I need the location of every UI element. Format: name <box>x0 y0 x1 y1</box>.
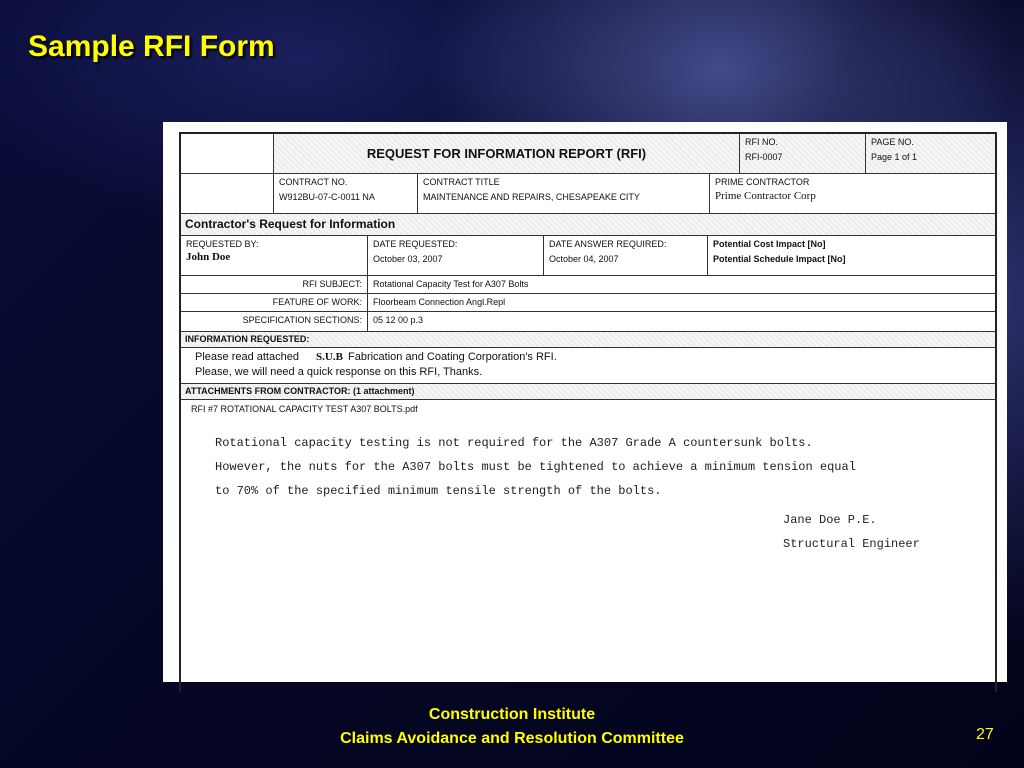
detail-value: Floorbeam Connection Angl.Repl <box>373 297 506 307</box>
contract-no-cell <box>273 174 417 213</box>
info-requested-body <box>181 348 995 384</box>
detail-value: Rotational Capacity Test for A307 Bolts <box>373 279 529 289</box>
contract-no-label: CONTRACT NO. <box>279 177 348 187</box>
form-title-cell <box>273 134 739 173</box>
date-requested-value: October 03, 2007 <box>373 254 443 264</box>
contract-row <box>181 174 995 214</box>
detail-label: SPECIFICATION SECTIONS: <box>242 315 362 325</box>
signature-title: Structural Engineer <box>783 537 920 551</box>
footer-line-1: Construction Institute <box>428 706 596 723</box>
attachments-label: ATTACHMENTS FROM CONTRACTOR: (1 attachment) <box>185 386 415 396</box>
response-line-1: Rotational capacity testing is not required for the A307 Grade A countersunk bolts. <box>215 436 813 450</box>
rfi-no-cell <box>739 134 865 173</box>
slide-title: Sample RFI Form <box>28 30 275 63</box>
date-answer-label: DATE ANSWER REQUIRED: <box>549 239 667 249</box>
request-row <box>181 236 995 276</box>
info-line-2: Please, we will need a quick response on this RFI, Thanks. <box>195 366 483 378</box>
date-answer-value: October 04, 2007 <box>549 254 619 264</box>
detail-value-cell <box>367 276 995 293</box>
rfi-form-image <box>163 122 1007 682</box>
page-no-cell <box>865 134 995 173</box>
response-line-2: However, the nuts for the A307 bolts must be tightened to achieve a minimum tension equal <box>215 460 856 474</box>
feature-of-work-row <box>181 294 995 312</box>
section-heading-row <box>181 214 995 236</box>
date-answer-cell <box>543 236 707 275</box>
detail-value-cell <box>367 294 995 311</box>
form-title: REQUEST FOR INFORMATION REPORT (RFI) <box>366 146 647 161</box>
info-line-1-prefix: Please read attached <box>195 351 299 363</box>
contract-title-cell <box>417 174 709 213</box>
detail-label-cell <box>181 294 367 311</box>
rfi-no-value: RFI-0007 <box>745 152 783 162</box>
contract-title-label: CONTRACT TITLE <box>423 177 500 187</box>
page-no-label: PAGE NO. <box>871 137 914 147</box>
requested-by-value: John Doe <box>186 251 231 263</box>
attachments-header <box>181 384 995 400</box>
rfi-subject-row <box>181 276 995 294</box>
detail-value: 05 12 00 p.3 <box>373 315 424 325</box>
specification-row <box>181 312 995 332</box>
response-line-3: to 70% of the specified minimum tensile strength of the bolts. <box>215 484 662 498</box>
prime-contractor-value: Prime Contractor Corp <box>715 190 816 202</box>
date-requested-label: DATE REQUESTED: <box>373 239 458 249</box>
rfi-form <box>179 132 997 692</box>
info-line-1 <box>195 351 981 363</box>
page-number: 27 <box>976 726 994 743</box>
prime-contractor-label: PRIME CONTRACTOR <box>715 177 810 187</box>
contract-title-value: MAINTENANCE AND REPAIRS, CHESAPEAKE CITY <box>423 192 640 202</box>
logo-cell <box>181 134 273 173</box>
detail-label-cell <box>181 276 367 293</box>
info-requested-label: INFORMATION REQUESTED: <box>185 334 310 344</box>
info-line-1-company: S.U.B <box>316 351 343 363</box>
contract-no-value: W912BU-07-C-0011 NA <box>279 192 375 202</box>
rfi-no-label: RFI NO. <box>745 137 778 147</box>
form-header-row <box>181 134 995 174</box>
info-line-1-suffix: Fabrication and Coating Corporation's RFI. <box>348 351 557 363</box>
page-no-value: Page 1 of 1 <box>871 152 918 162</box>
prime-contractor-cell <box>709 174 995 213</box>
contract-spacer <box>181 174 273 213</box>
schedule-impact: Potential Schedule Impact [No] <box>713 254 846 264</box>
detail-label: RFI SUBJECT: <box>302 279 362 289</box>
detail-label-cell <box>181 312 367 331</box>
date-requested-cell <box>367 236 543 275</box>
impact-cell <box>707 236 995 275</box>
section-heading: Contractor's Request for Information <box>185 217 396 231</box>
attachment-file[interactable]: RFI #7 ROTATIONAL CAPACITY TEST A307 BOLTS.pdf <box>191 404 418 414</box>
detail-value-cell <box>367 312 995 331</box>
detail-label: FEATURE OF WORK: <box>272 297 362 307</box>
requested-by-cell <box>181 236 367 275</box>
requested-by-label: REQUESTED BY: <box>186 239 259 249</box>
info-requested-header <box>181 332 995 348</box>
cost-impact: Potential Cost Impact [No] <box>713 239 826 249</box>
footer-line-2: Claims Avoidance and Resolution Committee <box>340 730 684 747</box>
signature-name: Jane Doe P.E. <box>783 513 877 527</box>
